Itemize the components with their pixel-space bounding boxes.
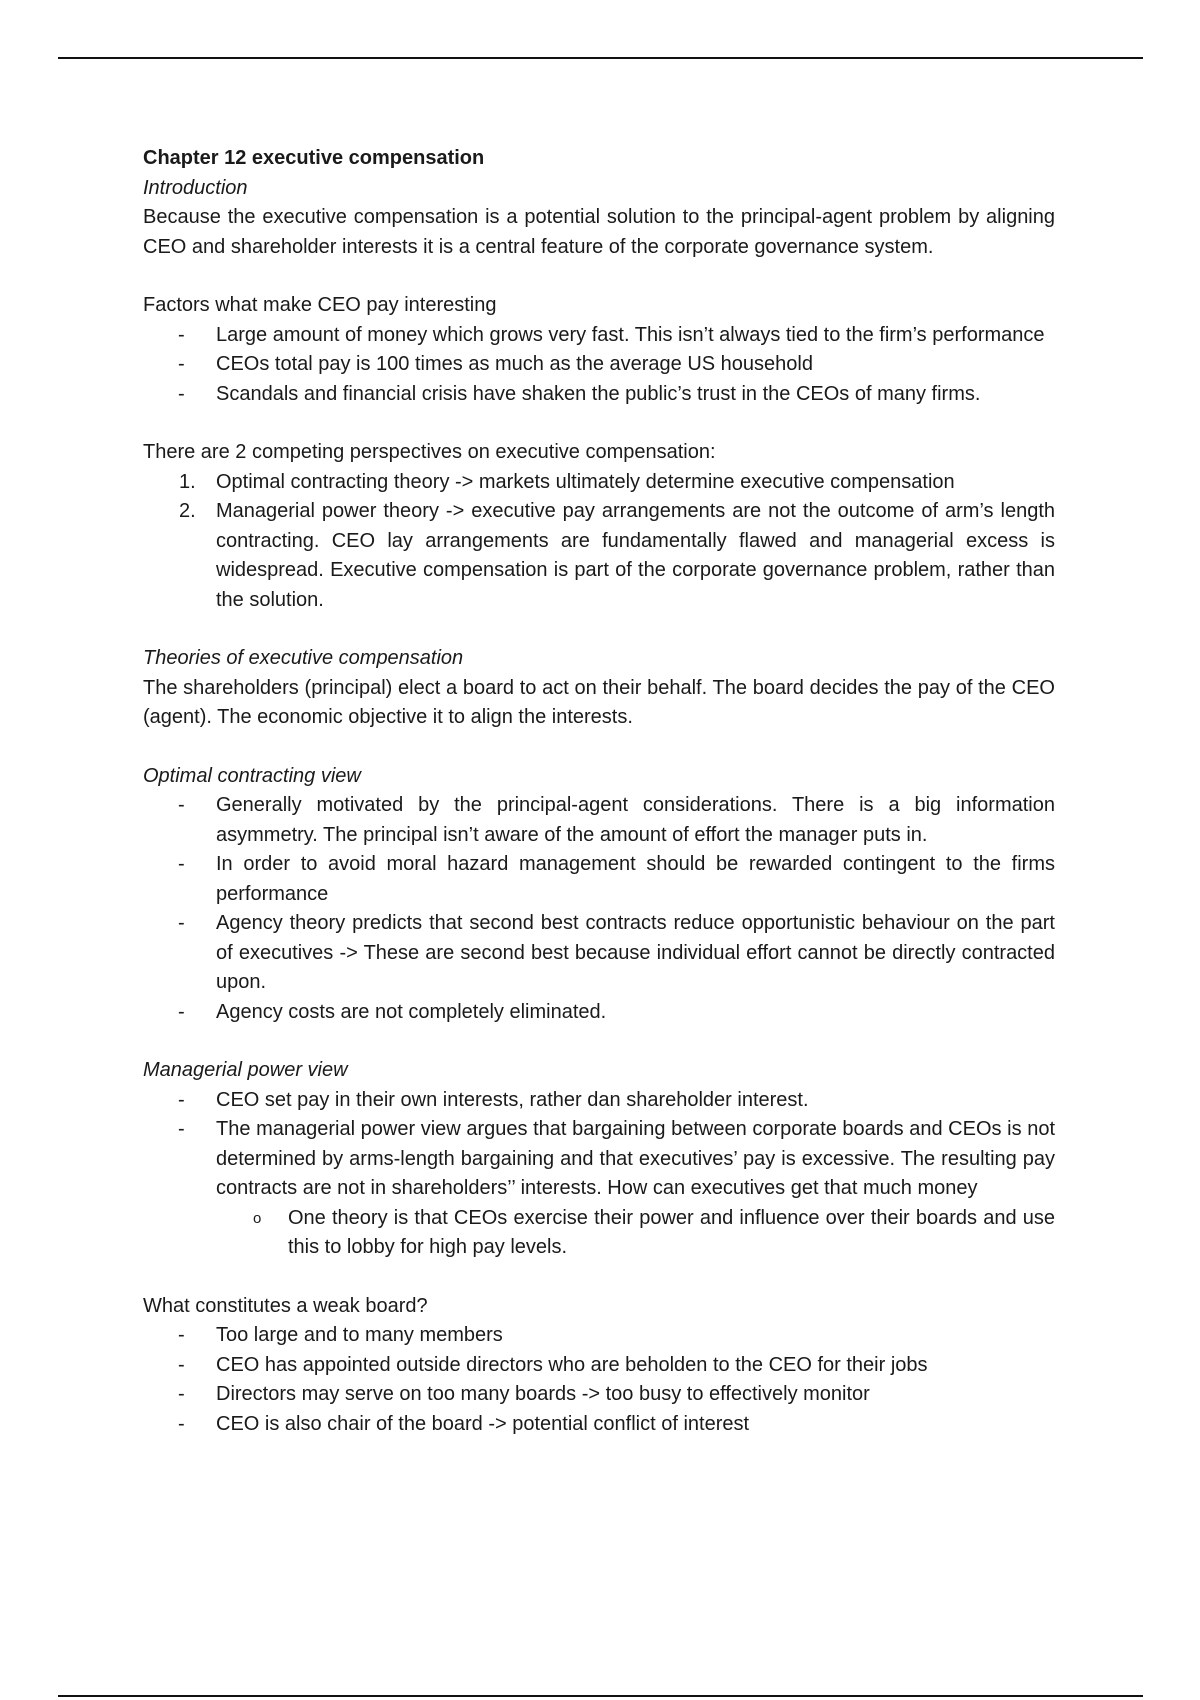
number-marker: 2. [179,500,196,522]
spacer [143,1263,1055,1292]
weak-board-list [143,1321,1055,1439]
list-item [143,909,1055,998]
list-item [143,1351,1055,1381]
weak-board-lead: What constitutes a weak board? [143,1294,428,1317]
list-item-text: One theory is that CEOs exercise their power and influence over their boards and use this to lobby for high pay levels. [288,1206,1055,1258]
list-item-text: Directors may serve on too many boards -> too busy to effectively monitor [216,1383,870,1405]
dash-bullet: - [178,353,185,375]
list-item [143,350,1055,380]
optimal-heading: Optimal contracting view [143,764,361,787]
dash-bullet: - [178,853,185,875]
document-body [143,144,1055,1439]
perspectives-lead: There are 2 competing perspectives on executive compensation: [143,441,716,463]
factors-list [143,321,1055,410]
dash-bullet: - [178,1412,185,1435]
managerial-list [143,1086,1055,1204]
list-item [143,791,1055,850]
list-item-text: In order to avoid moral hazard management should be rewarded contingent to the firms performance [216,853,1055,905]
factors-lead: Factors what make CEO pay interesting [143,294,497,316]
spacer [143,1027,1055,1056]
dash-bullet: - [178,323,185,346]
dash-bullet: - [178,1088,185,1111]
list-item-text: Managerial power theory -> executive pay arrangements are not the outcome of arm’s length contracting. CEO lay arrangements are fundamentally flawed and managerial excess is widespread. Executive compensation is part of the corporate governance problem, rather than the solution. [216,500,1055,611]
intro-heading: Introduction [143,176,248,199]
list-item-text: Agency theory predicts that second best contracts reduce opportunistic behaviour on the part of executives -> These are second best because individual effort cannot be directly contracted upon. [216,912,1055,993]
list-item-text: CEO is also chair of the board -> potential conflict of interest [216,1412,750,1435]
list-item [143,1204,1055,1263]
dash-bullet: - [178,794,185,816]
list-item-text: Large amount of money which grows very fast. This isn’t always tied to the firm’s performance [216,323,1045,346]
list-item [143,380,1055,410]
list-item [143,998,1055,1028]
chapter-title: Chapter 12 executive compensation [143,147,485,169]
perspectives-list [143,468,1055,616]
list-item-text: Generally motivated by the principal-agent considerations. There is a big information asymmetry. The principal isn’t aware of the amount of effort the manager puts in. [216,794,1055,846]
list-item-text: CEOs total pay is 100 times as much as the average US household [216,353,813,375]
theories-paragraph: The shareholders (principal) elect a board to act on their behalf. The board decides the pay of the CEO (agent). The economic objective it to align the interests. [143,676,1055,728]
footer-rule [58,1695,1143,1697]
list-item [143,1410,1055,1440]
list-item [143,497,1055,615]
list-item-text: Scandals and financial crisis have shaken the public’s trust in the CEOs of many firms. [216,382,981,405]
list-item [143,468,1055,498]
optimal-list [143,791,1055,1027]
header-rule [58,57,1143,59]
spacer [143,733,1055,762]
list-item [143,1115,1055,1204]
list-item-text: The managerial power view argues that bargaining between corporate boards and CEOs is not determined by arms-length bargaining and that executives’ pay is excessive. The resulting pay contracts are not in shareholders’’ interests. How can executives get that much money [216,1118,1055,1199]
theories-heading: Theories of executive compensation [143,647,464,669]
managerial-sublist [143,1204,1055,1263]
spacer [143,409,1055,438]
list-item [143,1380,1055,1410]
number-marker: 1. [179,470,196,493]
list-item [143,850,1055,909]
list-item [143,321,1055,351]
list-item-text: Too large and to many members [216,1324,503,1346]
dash-bullet: - [178,912,185,934]
dash-bullet: - [178,1118,185,1140]
dash-bullet: - [178,382,185,405]
list-item [143,1321,1055,1351]
list-item-text: Agency costs are not completely eliminated. [216,1000,607,1023]
spacer [143,615,1055,644]
intro-paragraph: Because the executive compensation is a potential solution to the principal-agent problem by aligning CEO and shareholder interests it is a central feature of the corporate governance system. [143,206,1055,258]
managerial-heading: Managerial power view [143,1059,348,1081]
list-item [143,1086,1055,1116]
dash-bullet: - [178,1324,185,1346]
circle-bullet-icon: o [253,1209,262,1227]
dash-bullet: - [178,1000,185,1023]
list-item-text: Optimal contracting theory -> markets ultimately determine executive compensation [216,470,955,493]
dash-bullet: - [178,1353,185,1376]
dash-bullet: - [178,1383,185,1405]
list-item-text: CEO has appointed outside directors who are beholden to the CEO for their jobs [216,1353,928,1376]
spacer [143,262,1055,291]
list-item-text: CEO set pay in their own interests, rather dan shareholder interest. [216,1088,809,1111]
